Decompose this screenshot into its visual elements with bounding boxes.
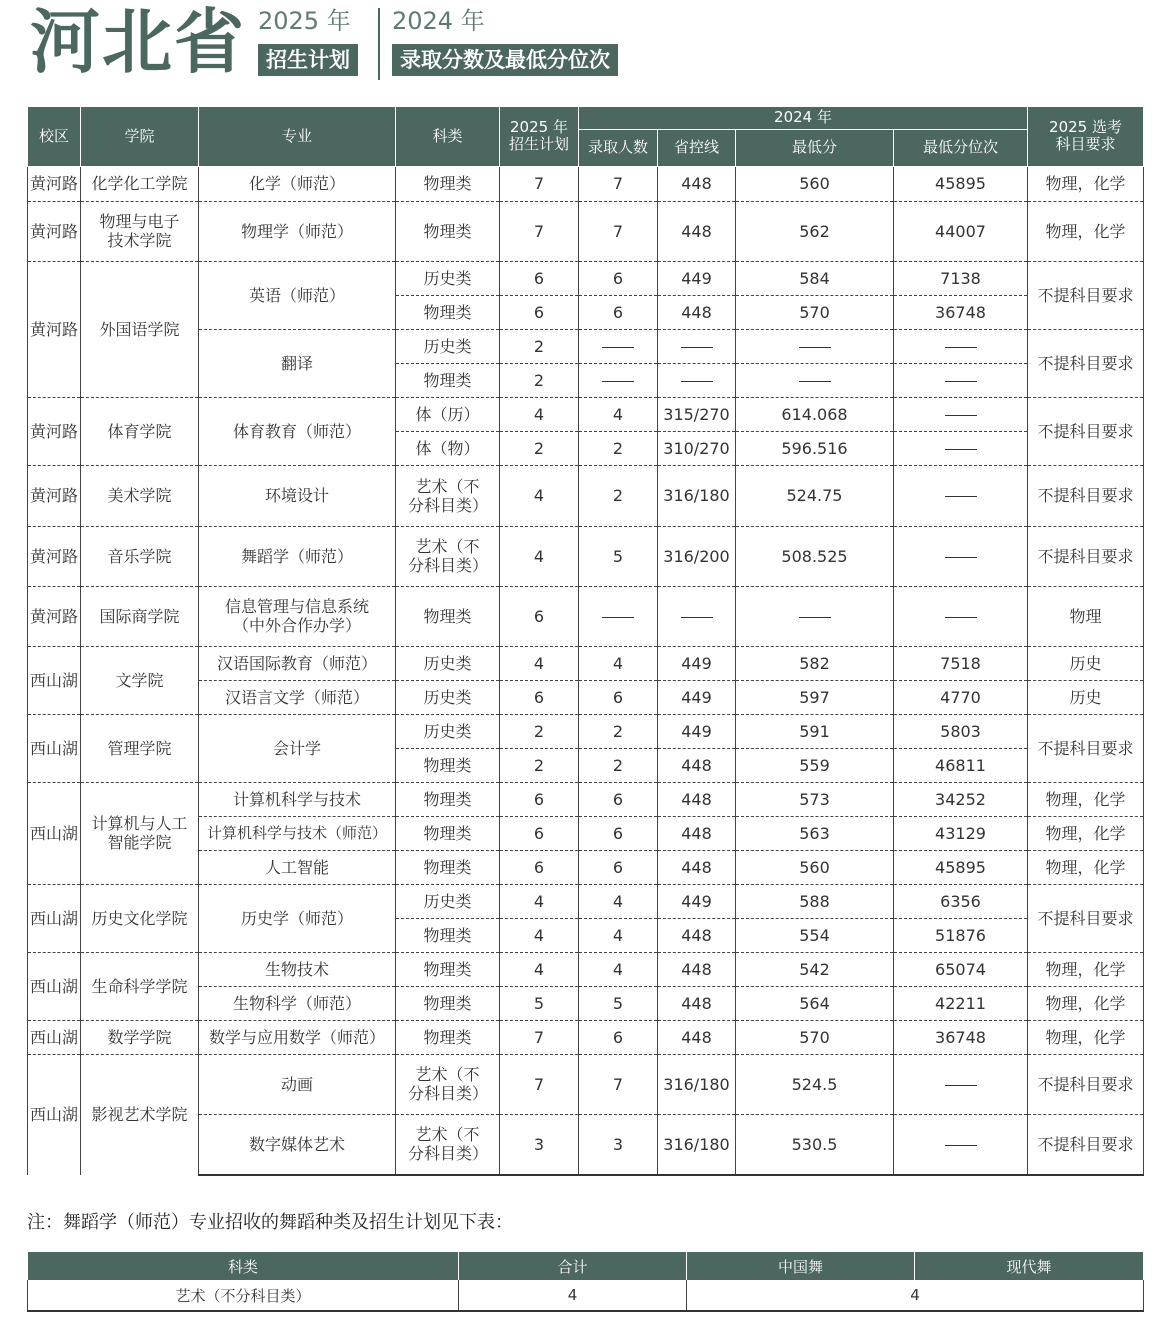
category-cell: 物理类 (396, 363, 500, 397)
table-row (28, 586, 1144, 646)
rank-cell: 7518 (894, 646, 1028, 680)
line-cell: 449 (658, 680, 736, 714)
rank-cell: 42211 (894, 986, 1028, 1020)
score-cell: 559 (736, 748, 894, 782)
campus-cell: 黄河路 (28, 166, 81, 201)
req-cell: 不提科目要求 (1028, 884, 1144, 952)
score-cell: 554 (736, 918, 894, 952)
line-cell: 316/180 (658, 1054, 736, 1114)
req-cell: 物理，化学 (1028, 166, 1144, 201)
score-cell: 597 (736, 680, 894, 714)
major-cell: 汉语国际教育（师范） (199, 646, 396, 680)
line-cell: 448 (658, 201, 736, 261)
score-cell: 584 (736, 261, 894, 295)
req-cell: 物理，化学 (1028, 816, 1144, 850)
category-cell: 物理类 (396, 782, 500, 816)
rank-cell: 44007 (894, 201, 1028, 261)
plan-cell: 4 (500, 397, 579, 431)
category-cell: 物理类 (396, 586, 500, 646)
plan-cell: 7 (500, 166, 579, 201)
rank-cell: 5803 (894, 714, 1028, 748)
major-cell: 化学（师范） (199, 166, 396, 201)
empty-dash-cell (658, 363, 736, 397)
admitted-cell: 6 (579, 850, 658, 884)
line-cell: 449 (658, 714, 736, 748)
category-cell: 物理类 (396, 201, 500, 261)
req-cell: 物理，化学 (1028, 1020, 1144, 1054)
line-cell: 449 (658, 261, 736, 295)
table-row (28, 166, 1144, 201)
college-cell: 文学院 (81, 646, 199, 714)
category-cell: 物理类 (396, 748, 500, 782)
line-cell: 448 (658, 918, 736, 952)
plan-cell: 6 (500, 261, 579, 295)
score-cell: 524.5 (736, 1054, 894, 1114)
rank-cell: 43129 (894, 816, 1028, 850)
category-cell: 历史类 (396, 646, 500, 680)
dance-total-cell: 4 (459, 1280, 687, 1311)
major-cell: 数字媒体艺术 (199, 1114, 396, 1175)
campus-cell: 黄河路 (28, 201, 81, 261)
major-cell: 人工智能 (199, 850, 396, 884)
campus-cell: 西山湖 (28, 714, 81, 782)
score-label: 录取分数及最低分位次 (392, 44, 618, 76)
admitted-cell: 6 (579, 816, 658, 850)
rank-cell: 6356 (894, 884, 1028, 918)
college-cell: 管理学院 (81, 714, 199, 782)
major-cell: 动画 (199, 1054, 396, 1114)
table-row (28, 714, 1144, 748)
admitted-cell: 7 (579, 166, 658, 201)
admitted-cell: 6 (579, 261, 658, 295)
dance-header-row (28, 1252, 1144, 1280)
header-campus: 校区 (28, 107, 81, 166)
category-cell: 物理类 (396, 816, 500, 850)
campus-cell: 西山湖 (28, 1054, 81, 1175)
admitted-cell: 2 (579, 465, 658, 526)
score-cell: 508.525 (736, 526, 894, 586)
major-cell: 生物科学（师范） (199, 986, 396, 1020)
major-cell: 数学与应用数学（师范） (199, 1020, 396, 1054)
plan-cell: 2 (500, 748, 579, 782)
req-cell: 不提科目要求 (1028, 397, 1144, 465)
score-cell: 614.068 (736, 397, 894, 431)
category-cell: 历史类 (396, 261, 500, 295)
category-cell: 艺术（不分科目类） (396, 526, 500, 586)
college-cell: 影视艺术学院 (81, 1054, 199, 1175)
line-cell: 448 (658, 986, 736, 1020)
dance-plan-table (27, 1252, 1144, 1312)
table-row (28, 782, 1144, 816)
table-row (28, 952, 1144, 986)
major-cell: 计算机科学与技术 (199, 782, 396, 816)
category-cell: 历史类 (396, 884, 500, 918)
header-college: 学院 (81, 107, 199, 166)
category-cell: 历史类 (396, 714, 500, 748)
line-cell: 316/200 (658, 526, 736, 586)
req-cell: 物理，化学 (1028, 952, 1144, 986)
score-cell: 596.516 (736, 431, 894, 465)
req-cell: 物理，化学 (1028, 850, 1144, 884)
major-cell: 英语（师范） (199, 261, 396, 329)
score-header-block (392, 6, 618, 76)
empty-dash-cell (894, 397, 1028, 431)
score-cell: 530.5 (736, 1114, 894, 1175)
college-cell: 计算机与人工智能学院 (81, 782, 199, 884)
score-cell: 564 (736, 986, 894, 1020)
admitted-cell: 4 (579, 646, 658, 680)
plan-cell: 6 (500, 680, 579, 714)
college-cell: 音乐学院 (81, 526, 199, 586)
empty-dash-cell (579, 363, 658, 397)
plan-cell: 6 (500, 295, 579, 329)
admitted-cell: 6 (579, 1020, 658, 1054)
major-cell: 体育教育（师范） (199, 397, 396, 465)
rank-cell: 7138 (894, 261, 1028, 295)
table-row (28, 526, 1144, 586)
category-cell: 艺术（不分科目类） (396, 1114, 500, 1175)
req-cell: 不提科目要求 (1028, 1054, 1144, 1114)
line-cell: 316/180 (658, 1114, 736, 1175)
line-cell: 315/270 (658, 397, 736, 431)
admitted-cell: 3 (579, 1114, 658, 1175)
campus-cell: 黄河路 (28, 526, 81, 586)
empty-dash-cell (579, 586, 658, 646)
header-control-line: 省控线 (658, 129, 736, 166)
req-cell: 物理，化学 (1028, 986, 1144, 1020)
score-cell: 582 (736, 646, 894, 680)
plan-cell: 4 (500, 884, 579, 918)
rank-cell: 36748 (894, 295, 1028, 329)
major-cell: 会计学 (199, 714, 396, 782)
score-cell: 560 (736, 850, 894, 884)
header-min-rank: 最低分位次 (894, 129, 1028, 166)
score-cell: 570 (736, 1020, 894, 1054)
admitted-cell: 6 (579, 295, 658, 329)
major-cell: 信息管理与信息系统（中外合作办学） (199, 586, 396, 646)
category-cell: 物理类 (396, 952, 500, 986)
empty-dash-cell (736, 363, 894, 397)
score-cell: 524.75 (736, 465, 894, 526)
admitted-cell: 6 (579, 782, 658, 816)
campus-cell: 黄河路 (28, 261, 81, 397)
admitted-cell: 4 (579, 397, 658, 431)
table-row (28, 397, 1144, 431)
dance-category-cell: 艺术（不分科目类） (28, 1280, 459, 1311)
college-cell: 体育学院 (81, 397, 199, 465)
admitted-cell: 4 (579, 918, 658, 952)
table-row (28, 884, 1144, 918)
rank-cell: 34252 (894, 782, 1028, 816)
major-cell: 环境设计 (199, 465, 396, 526)
score-cell: 562 (736, 201, 894, 261)
line-cell: 448 (658, 1020, 736, 1054)
plan-cell: 4 (500, 918, 579, 952)
header-group-2024: 2024 年 (579, 107, 1028, 129)
req-cell: 历史 (1028, 680, 1144, 714)
category-cell: 艺术（不分科目类） (396, 1054, 500, 1114)
plan-cell: 2 (500, 714, 579, 748)
category-cell: 物理类 (396, 918, 500, 952)
score-cell: 591 (736, 714, 894, 748)
college-cell: 历史文化学院 (81, 884, 199, 952)
college-cell: 外国语学院 (81, 261, 199, 397)
plan-cell: 4 (500, 526, 579, 586)
major-cell: 历史学（师范） (199, 884, 396, 952)
plan-cell: 7 (500, 1020, 579, 1054)
plan-cell: 2 (500, 431, 579, 465)
plan-label: 招生计划 (258, 44, 358, 76)
admitted-cell: 2 (579, 748, 658, 782)
plan-cell: 6 (500, 816, 579, 850)
rank-cell: 45895 (894, 166, 1028, 201)
category-cell: 物理类 (396, 1020, 500, 1054)
category-cell: 历史类 (396, 329, 500, 363)
category-cell: 物理类 (396, 986, 500, 1020)
header-category: 科类 (396, 107, 500, 166)
province-title: 河北省 (30, 1, 246, 83)
rank-cell: 46811 (894, 748, 1028, 782)
table-row (28, 465, 1144, 526)
empty-dash-cell (894, 363, 1028, 397)
college-cell: 物理与电子技术学院 (81, 201, 199, 261)
campus-cell: 黄河路 (28, 586, 81, 646)
category-cell: 体（物） (396, 431, 500, 465)
admission-table (27, 107, 1144, 1176)
table-row (28, 261, 1144, 295)
line-cell: 449 (658, 646, 736, 680)
score-cell: 560 (736, 166, 894, 201)
major-cell: 翻译 (199, 329, 396, 397)
college-cell: 生命科学学院 (81, 952, 199, 1020)
major-cell: 生物技术 (199, 952, 396, 986)
plan-cell: 7 (500, 201, 579, 261)
line-cell: 448 (658, 816, 736, 850)
req-cell: 不提科目要求 (1028, 526, 1144, 586)
category-cell: 物理类 (396, 850, 500, 884)
table-row (28, 1054, 1144, 1114)
college-cell: 数学学院 (81, 1020, 199, 1054)
plan-cell: 4 (500, 952, 579, 986)
req-cell: 物理 (1028, 586, 1144, 646)
rank-cell: 4770 (894, 680, 1028, 714)
req-cell: 历史 (1028, 646, 1144, 680)
line-cell: 448 (658, 295, 736, 329)
line-cell: 448 (658, 952, 736, 986)
plan-cell: 6 (500, 586, 579, 646)
admitted-cell: 7 (579, 201, 658, 261)
rank-cell: 51876 (894, 918, 1028, 952)
score-cell: 563 (736, 816, 894, 850)
empty-dash-cell (894, 431, 1028, 465)
college-cell: 化学化工学院 (81, 166, 199, 201)
campus-cell: 西山湖 (28, 782, 81, 884)
admitted-cell: 2 (579, 714, 658, 748)
dance-note: 注：舞蹈学（师范）专业招收的舞蹈种类及招生计划见下表： (27, 1212, 513, 1233)
header-min-score: 最低分 (736, 129, 894, 166)
dance-chinese-cell: 4 (687, 1280, 1144, 1311)
campus-cell: 西山湖 (28, 884, 81, 952)
rank-cell: 65074 (894, 952, 1028, 986)
table-row (28, 201, 1144, 261)
dance-header-total: 合计 (459, 1252, 687, 1280)
college-cell: 美术学院 (81, 465, 199, 526)
plan-cell: 2 (500, 363, 579, 397)
category-cell: 体（历） (396, 397, 500, 431)
major-cell: 汉语言文学（师范） (199, 680, 396, 714)
header-admitted: 录取人数 (579, 129, 658, 166)
year-2025-label: 2025 年 (258, 7, 351, 35)
year-2024-label: 2024 年 (392, 7, 485, 35)
campus-cell: 西山湖 (28, 1020, 81, 1054)
dance-header-modern: 现代舞 (915, 1252, 1144, 1280)
score-cell: 542 (736, 952, 894, 986)
campus-cell: 西山湖 (28, 952, 81, 1020)
plan-cell: 3 (500, 1114, 579, 1175)
empty-dash-cell (736, 586, 894, 646)
admitted-cell: 4 (579, 952, 658, 986)
empty-dash-cell (894, 586, 1028, 646)
plan-header-block (258, 6, 358, 76)
category-cell: 艺术（不分科目类） (396, 465, 500, 526)
major-cell: 物理学（师范） (199, 201, 396, 261)
plan-cell: 6 (500, 782, 579, 816)
line-cell: 310/270 (658, 431, 736, 465)
line-cell: 448 (658, 166, 736, 201)
line-cell: 448 (658, 782, 736, 816)
empty-dash-cell (579, 329, 658, 363)
table-row (28, 646, 1144, 680)
dance-header-chinese: 中国舞 (687, 1252, 915, 1280)
line-cell: 449 (658, 884, 736, 918)
empty-dash-cell (894, 526, 1028, 586)
campus-cell: 黄河路 (28, 397, 81, 465)
plan-cell: 2 (500, 329, 579, 363)
empty-dash-cell (894, 465, 1028, 526)
dance-data-row (28, 1280, 1144, 1311)
score-cell: 573 (736, 782, 894, 816)
empty-dash-cell (894, 1114, 1028, 1175)
empty-dash-cell (894, 1054, 1028, 1114)
empty-dash-cell (658, 329, 736, 363)
empty-dash-cell (736, 329, 894, 363)
rank-cell: 45895 (894, 850, 1028, 884)
line-cell: 448 (658, 748, 736, 782)
admitted-cell: 5 (579, 986, 658, 1020)
plan-cell: 7 (500, 1054, 579, 1114)
category-cell: 物理类 (396, 295, 500, 329)
score-cell: 570 (736, 295, 894, 329)
campus-cell: 黄河路 (28, 465, 81, 526)
dance-header-category: 科类 (28, 1252, 459, 1280)
category-cell: 物理类 (396, 166, 500, 201)
req-cell: 物理，化学 (1028, 201, 1144, 261)
header-major: 专业 (199, 107, 396, 166)
empty-dash-cell (658, 586, 736, 646)
score-cell: 588 (736, 884, 894, 918)
major-cell: 舞蹈学（师范） (199, 526, 396, 586)
header-plan-2025: 2025 年招生计划 (500, 107, 579, 166)
campus-cell: 西山湖 (28, 646, 81, 714)
header-subjects-2025: 2025 选考科目要求 (1028, 107, 1144, 166)
plan-cell: 5 (500, 986, 579, 1020)
table-row (28, 1020, 1144, 1054)
empty-dash-cell (894, 329, 1028, 363)
req-cell: 不提科目要求 (1028, 465, 1144, 526)
header-divider (378, 8, 380, 80)
req-cell: 不提科目要求 (1028, 261, 1144, 329)
rank-cell: 36748 (894, 1020, 1028, 1054)
plan-cell: 4 (500, 465, 579, 526)
college-cell: 国际商学院 (81, 586, 199, 646)
admitted-cell: 6 (579, 680, 658, 714)
req-cell: 不提科目要求 (1028, 329, 1144, 397)
req-cell: 物理，化学 (1028, 782, 1144, 816)
req-cell: 不提科目要求 (1028, 1114, 1144, 1175)
admitted-cell: 5 (579, 526, 658, 586)
plan-cell: 6 (500, 850, 579, 884)
admitted-cell: 7 (579, 1054, 658, 1114)
req-cell: 不提科目要求 (1028, 714, 1144, 782)
admitted-cell: 4 (579, 884, 658, 918)
line-cell: 448 (658, 850, 736, 884)
page-header (0, 0, 1170, 100)
line-cell: 316/180 (658, 465, 736, 526)
plan-cell: 4 (500, 646, 579, 680)
category-cell: 历史类 (396, 680, 500, 714)
major-cell: 计算机科学与技术（师范） (199, 816, 396, 850)
admitted-cell: 2 (579, 431, 658, 465)
